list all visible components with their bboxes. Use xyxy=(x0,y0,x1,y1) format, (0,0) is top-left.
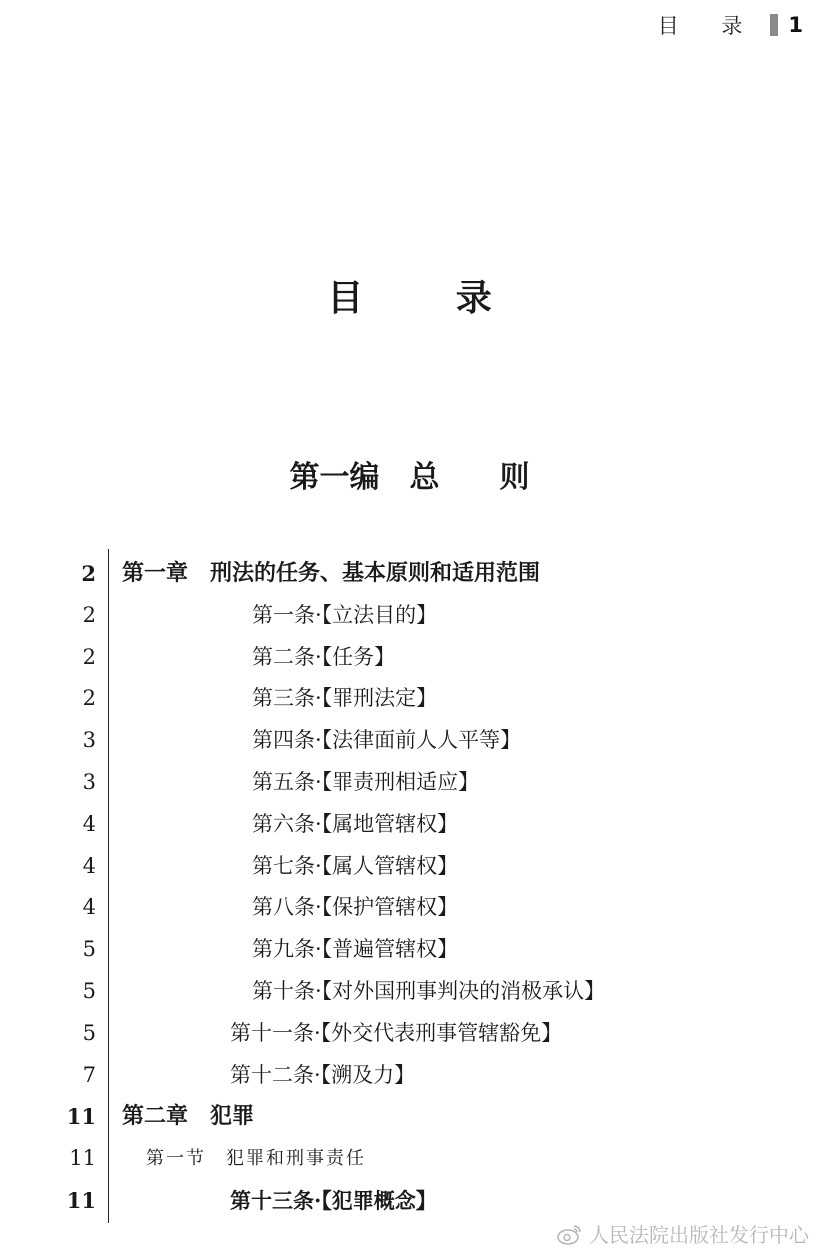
toc-entry-article: 第三条·【罪刑法定】 xyxy=(252,686,438,711)
weibo-icon xyxy=(557,1223,583,1245)
header-page-number: 1 xyxy=(788,13,803,37)
toc-row xyxy=(0,595,819,637)
toc-row xyxy=(0,720,819,762)
toc-page-number: 11 xyxy=(66,1104,96,1130)
header-title: 目 录 xyxy=(657,14,761,38)
toc-entry-article: 第七条·【属人管辖权】 xyxy=(252,853,459,878)
toc-page-number: 3 xyxy=(82,769,96,794)
toc-entry-article: 第一条·【立法目的】 xyxy=(252,602,438,627)
toc-entry-chapter: 第一章 刑法的任务、基本原则和适用范围 xyxy=(122,560,541,586)
toc-entry-article: 第九条·【普遍管辖权】 xyxy=(252,937,459,962)
toc-entry-chapter: 第二章 犯罪 xyxy=(122,1103,255,1130)
toc-row xyxy=(0,637,819,679)
toc-entry-section: 第一节 犯罪和刑事责任 xyxy=(146,1148,366,1170)
header-divider-bar xyxy=(770,14,778,36)
toc-page-number: 2 xyxy=(82,602,96,627)
toc-row xyxy=(0,1096,819,1138)
toc-row xyxy=(0,1013,819,1055)
running-header xyxy=(658,10,803,40)
toc-page-number: 5 xyxy=(82,1020,96,1045)
toc-page-number: 2 xyxy=(82,644,96,669)
toc-page-number: 2 xyxy=(81,561,96,586)
toc-entry-article: 第八条·【保护管辖权】 xyxy=(252,895,459,920)
toc-page-number: 7 xyxy=(82,1062,96,1087)
toc-page-number: 5 xyxy=(82,978,96,1003)
watermark xyxy=(557,1219,809,1248)
toc-entry-article: 第五条·【罪责刑相适应】 xyxy=(252,769,480,794)
toc-entry-article: 第四条·【法律面前人人平等】 xyxy=(252,728,522,753)
toc-row xyxy=(0,553,819,595)
toc-page-number: 2 xyxy=(82,686,96,711)
toc-page-number: 4 xyxy=(82,895,96,920)
watermark-text: 人民法院出版社发行中心 xyxy=(589,1223,809,1247)
toc-entry-article: 第十二条·【溯及力】 xyxy=(230,1062,416,1087)
toc-page-number: 3 xyxy=(82,728,96,753)
toc-row xyxy=(0,929,819,971)
page-title: 目 录 xyxy=(327,277,532,319)
toc-row xyxy=(0,1055,819,1097)
toc-row xyxy=(0,887,819,929)
toc-row xyxy=(0,971,819,1013)
toc-row xyxy=(0,678,819,720)
toc-page-number: 4 xyxy=(82,853,96,878)
toc-entry-article: 第十条·【对外国刑事判决的消极承认】 xyxy=(252,978,606,1003)
toc-row xyxy=(0,1138,819,1180)
toc-page-number: 4 xyxy=(82,811,96,836)
toc-entry-article: 第十一条·【外交代表刑事管辖豁免】 xyxy=(230,1020,563,1045)
toc-page-number: 11 xyxy=(69,1146,96,1171)
toc-page-number: 5 xyxy=(82,937,96,962)
toc-page-number: 11 xyxy=(66,1187,96,1213)
toc-entry-article: 第十三条·【犯罪概念】 xyxy=(230,1187,437,1213)
toc-row xyxy=(0,1180,819,1222)
toc-row xyxy=(0,762,819,804)
toc-entry-article: 第六条·【属地管辖权】 xyxy=(252,811,459,836)
table-of-contents xyxy=(0,553,819,1222)
toc-row xyxy=(0,846,819,888)
toc-row xyxy=(0,804,819,846)
toc-entry-article: 第二条·【任务】 xyxy=(252,644,396,669)
part-title: 第一编 总 则 xyxy=(289,460,530,495)
